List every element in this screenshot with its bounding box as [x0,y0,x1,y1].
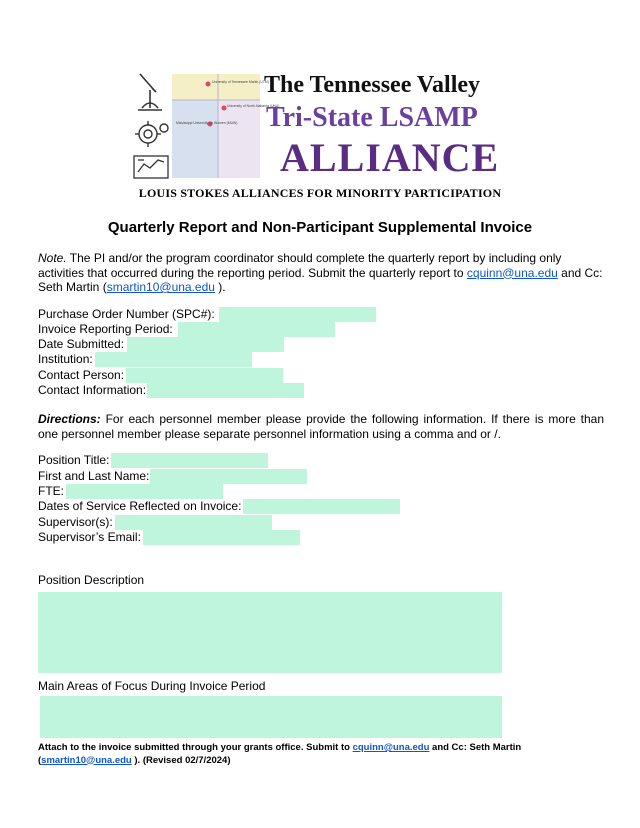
footer-text1: Attach to the invoice submitted through your grants office. Submit to [38,742,353,753]
directions-text: For each personnel member please provide the following information. If there is more than one personnel member please separate personnel information using a comma and or /. [38,412,604,441]
field-institution [38,352,252,367]
email-link-cquinn[interactable]: cquinn@una.edu [466,265,558,280]
footer-text3: ). (Revised 02/7/2024) [131,754,231,766]
field-invoice-period [38,322,335,337]
position-description-textarea[interactable] [38,592,502,673]
field-supervisor-email [38,530,300,545]
directions-paragraph [38,412,604,442]
position-description-label: Position Description [38,573,145,587]
footer-text2: and Cc: Seth Martin ( [38,742,522,766]
field-date-submitted [38,337,284,352]
first-last-name-input[interactable] [150,469,307,484]
invoice-period-input[interactable] [178,322,335,337]
logo-title-line3: ALLIANCE [280,135,500,180]
chart-document-icon [134,156,168,178]
field-contact-person [38,368,283,383]
footer-note [38,742,604,767]
alliance-logo [128,68,508,184]
field-fte [38,484,223,499]
field-dates-of-service [38,499,400,514]
date-submitted-input[interactable] [127,337,284,352]
logo-title-line2: Tri-State LSAMP [266,102,478,133]
field-label: Contact Information: [38,383,147,397]
field-purchase-order [38,307,376,322]
microscope-icon [138,74,162,110]
field-label: Contact Person: [38,368,125,382]
dates-of-service-input[interactable] [243,499,400,514]
fte-input[interactable] [66,484,223,499]
field-label: Dates of Service Reflected on Invoice: [38,499,242,513]
field-label: Institution: [38,352,93,366]
field-label: Invoice Reporting Period: [38,322,173,336]
field-label: Position Title: [38,453,110,467]
main-areas-textarea[interactable] [40,696,502,738]
note-text: The PI and/or the program coordinator should complete the quarterly report by including only activities that occurred during the reporting period. Submit the quarterly report to [38,251,562,280]
field-position-title [38,453,268,468]
map-label-muw: Mississippi University for Women (MUW) [176,121,238,125]
note-suffix: ). [214,280,226,294]
map-label-utm: University of Tennessee Martin (UTM) [212,80,269,84]
footer-email-link-smartin[interactable]: smartin10@una.edu [41,754,132,766]
field-contact-information [38,383,304,398]
field-label: FTE: [38,484,64,498]
email-link-smartin[interactable]: smartin10@una.edu [106,280,215,294]
field-label: First and Last Name: [38,469,150,483]
supervisor-email-input[interactable] [143,530,300,545]
supervisors-input[interactable] [115,515,272,530]
note-prefix: Note. [38,251,67,265]
position-title-input[interactable] [111,453,268,468]
note-paragraph [38,251,604,295]
gear-icon [135,121,168,147]
alliance-subtitle: LOUIS STOKES ALLIANCES FOR MINORITY PARTICIPATION [138,186,502,200]
main-areas-label: Main Areas of Focus During Invoice Period [38,679,266,693]
institution-input[interactable] [95,352,252,367]
logo-map-graphic [128,68,280,180]
purchase-order-input[interactable] [219,307,376,322]
map-label-una: University of North Alabama (UNA) [227,104,280,108]
directions-prefix: Directions: [38,412,101,426]
field-label: Purchase Order Number (SPC#): [38,307,215,321]
field-label: Date Submitted: [38,337,125,351]
page-title: Quarterly Report and Non-Participant Supplemental Invoice [107,219,533,236]
footer-email-link-cquinn[interactable]: cquinn@una.edu [352,742,430,753]
note-mid: and Cc: Seth Martin ( [38,265,603,294]
field-label: Supervisor’s Email: [38,530,141,544]
logo-title-line1: The Tennessee Valley [264,72,481,98]
contact-person-input[interactable] [126,368,283,383]
contact-information-input[interactable] [147,383,304,398]
field-first-last-name [38,469,307,484]
field-label: Supervisor(s): [38,515,113,529]
field-supervisors [38,515,272,530]
